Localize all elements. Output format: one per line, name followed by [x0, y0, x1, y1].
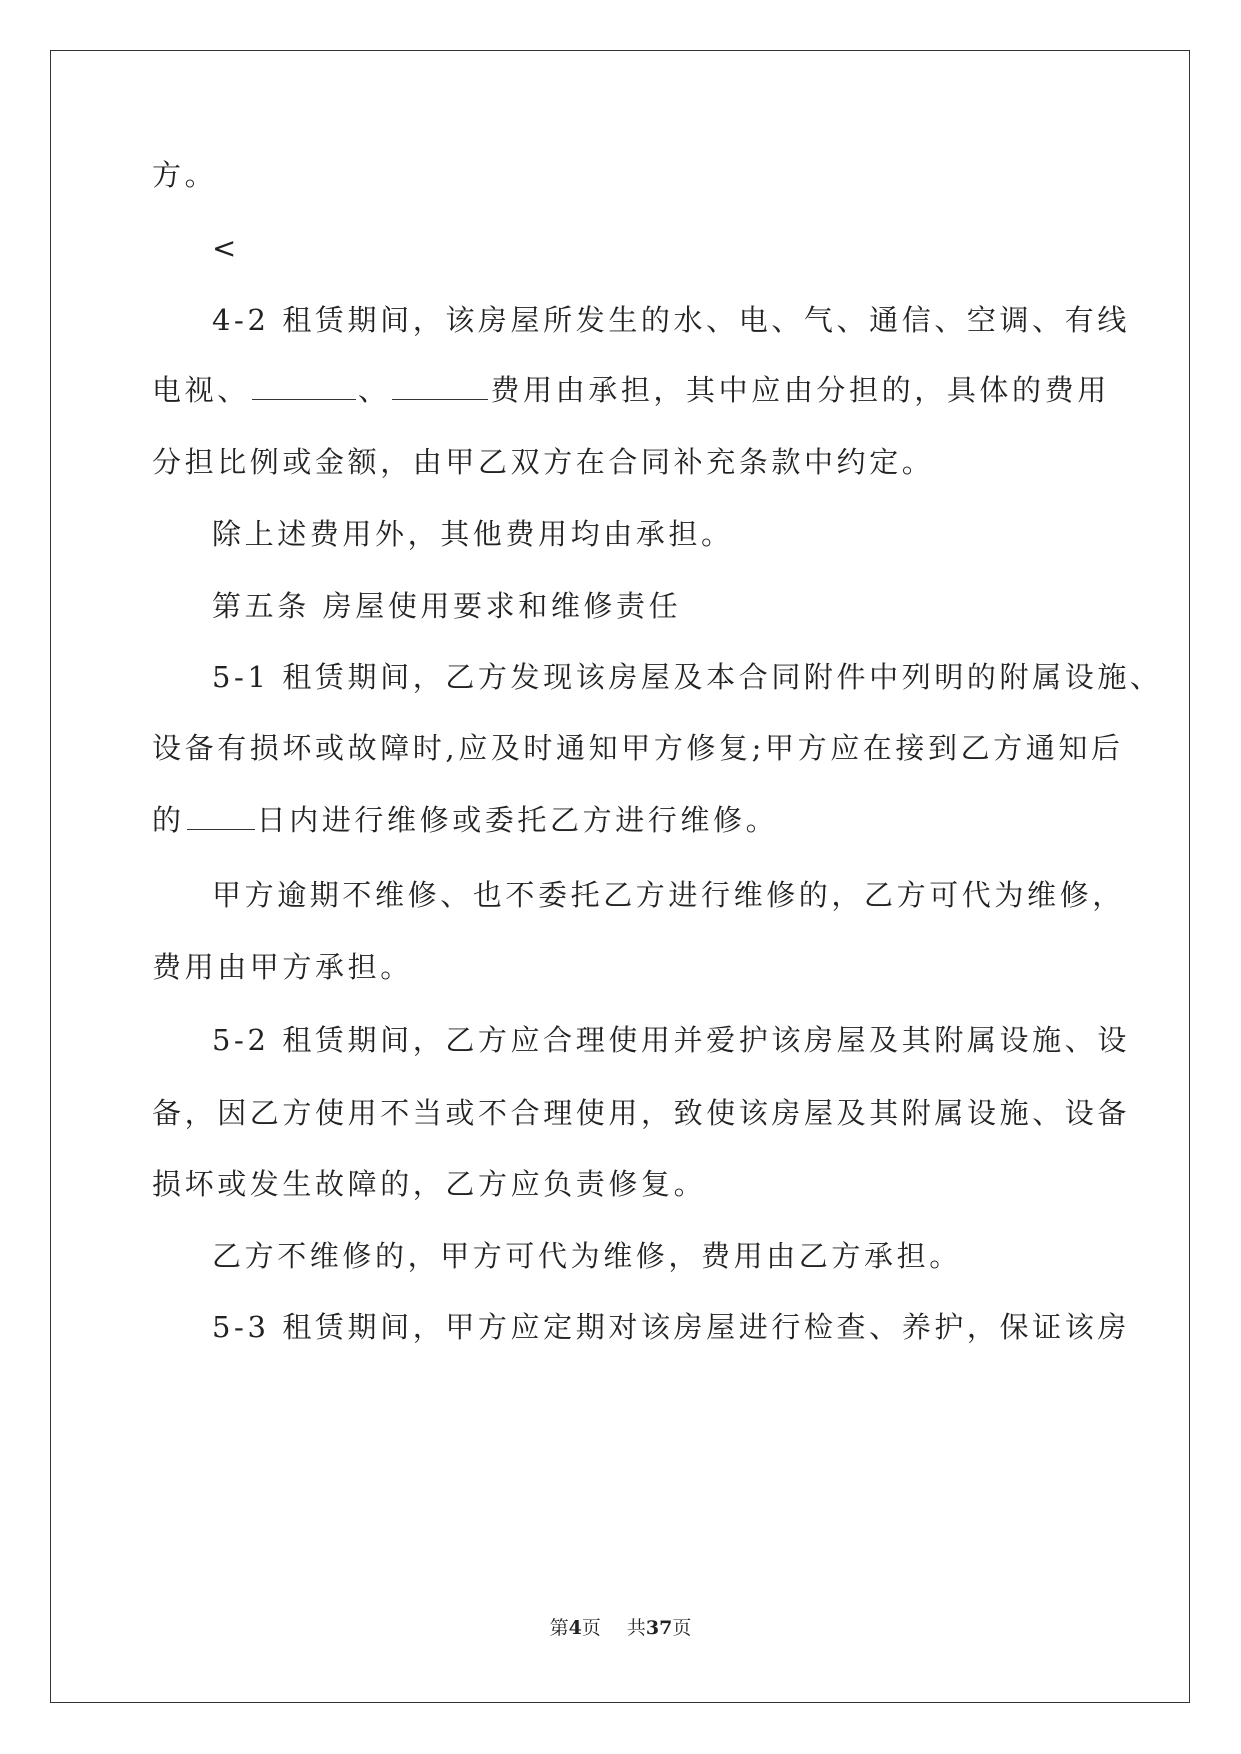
- text-line: 乙方不维修的，甲方可代为维修，费用由乙方承担。: [212, 1239, 962, 1273]
- text-line: 除上述费用外，其他费用均由承担。: [212, 517, 734, 551]
- page-prefix: 第: [549, 1617, 569, 1639]
- text-line: [152, 370, 1110, 410]
- text-line: 设备有损坏或故障时,应及时通知甲方修复;甲方应在接到乙方通知后: [152, 731, 1124, 765]
- text-line: 5-2 租赁期间，乙方应合理使用并爱护该房屋及其附属设施、设: [212, 1023, 1130, 1057]
- text-segment: 日内进行维修或委托乙方进行维修。: [256, 803, 779, 837]
- fill-blank: [392, 377, 488, 400]
- text-line: <: [212, 231, 240, 265]
- text-line: 备，因乙方使用不当或不合理使用，致使该房屋及其附属设施、设备: [152, 1096, 1131, 1130]
- text-segment: 的: [152, 803, 185, 837]
- page-total: 37: [645, 1617, 673, 1639]
- text-line: 4-2 租赁期间，该房屋所发生的水、电、气、通信、空调、有线: [212, 303, 1130, 337]
- fill-blank: [252, 377, 356, 400]
- total-suffix: 页: [672, 1617, 692, 1639]
- text-line: 5-1 租赁期间，乙方发现该房屋及本合同附件中列明的附属设施、: [212, 660, 1163, 694]
- text-line: [152, 800, 778, 840]
- section-heading: 第五条 房屋使用要求和维修责任: [212, 589, 682, 623]
- text-segment: 费用由承担，其中应由分担的，具体的费用: [490, 373, 1110, 407]
- text-segment: 、: [357, 373, 391, 407]
- text-line: 5-3 租赁期间，甲方应定期对该房屋进行检查、养护，保证该房: [212, 1310, 1130, 1344]
- total-prefix: 共: [626, 1617, 646, 1639]
- page-footer: [0, 1615, 1241, 1641]
- text-line: 方。: [152, 158, 218, 192]
- text-line: 损坏或发生故障的，乙方应负责修复。: [152, 1167, 707, 1201]
- text-segment: 电视、: [152, 373, 250, 407]
- text-line: 分担比例或金额，由甲乙双方在合同补充条款中约定。: [152, 445, 935, 479]
- text-line: 费用由甲方承担。: [152, 950, 413, 984]
- page-current: 4: [568, 1617, 582, 1639]
- fill-blank: [187, 807, 255, 830]
- text-line: 甲方逾期不维修、也不委托乙方进行维修的，乙方可代为维修，: [212, 878, 1125, 912]
- page-suffix: 页: [581, 1617, 601, 1639]
